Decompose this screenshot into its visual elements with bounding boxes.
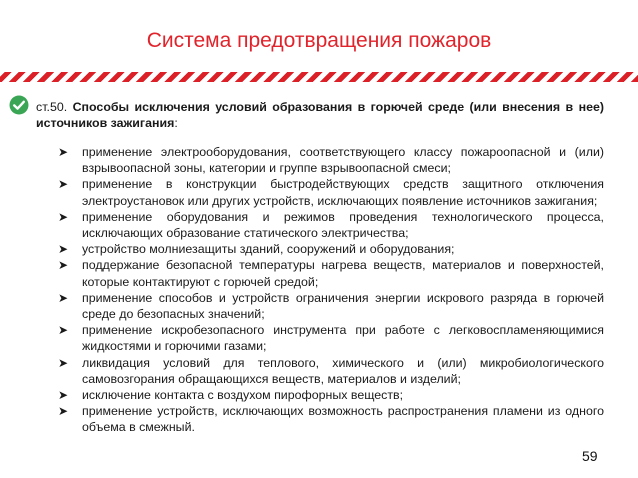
list-item: ➤ ликвидация условий для теплового, химического и (или) микробиологического самовозгорания обращающихся веществ, материалов и изделий; xyxy=(58,355,604,386)
slide-title: Система предотвращения пожаров xyxy=(146,29,492,52)
arrow-bullet-icon: ➤ xyxy=(58,388,69,403)
list-item: ➤ применение электрооборудования, соответствующего классу пожароопасной и (или) взрывоопасной зоны, категории и группе взрывоопасной смеси; xyxy=(58,145,604,176)
arrow-bullet-icon: ➤ xyxy=(58,404,69,419)
list-item: ➤ применение оборудования и режимов проведения технологического процесса, исключающих образование статического электричества; xyxy=(58,209,604,241)
article-number: ст.50. xyxy=(36,100,68,114)
arrow-bullet-icon: ➤ xyxy=(58,242,69,257)
list-item: ➤ устройство молниезащиты зданий, сооружений и оборудования; xyxy=(58,242,455,257)
list-item: ➤ применение искробезопасного инструмента при работе с легковоспламеняющимися жидкостями и горючими газами; xyxy=(58,323,604,354)
list-item: ➤ применение в конструкции быстродействующих средств защитного отключения электроустановок или других устройств, исключающих появление источников зажигания; xyxy=(58,177,604,208)
striped-divider xyxy=(0,72,638,82)
article-heading: Способы исключения условий образования в горючей среде (или внесения в нее) источников зажигания xyxy=(36,100,604,130)
arrow-bullet-icon: ➤ xyxy=(58,355,69,370)
arrow-bullet-icon: ➤ xyxy=(58,258,69,273)
arrow-bullet-icon: ➤ xyxy=(58,209,69,224)
article-colon: : xyxy=(174,116,178,130)
arrow-bullet-icon: ➤ xyxy=(58,145,69,159)
list-item: ➤ применение способов и устройств ограничения энергии искрового разряда в горючей среде до безопасных значений; xyxy=(58,290,604,322)
arrow-bullet-icon: ➤ xyxy=(58,177,69,192)
list-item: ➤ исключение контакта с воздухом пирофорных веществ; xyxy=(58,388,404,403)
check-circle-icon xyxy=(9,95,29,115)
list-item: ➤ применение устройств, исключающих возможность распространения пламени из одного объема в смежный. xyxy=(58,404,604,435)
page-number: 59 xyxy=(582,448,598,464)
list-item: ➤ поддержание безопасной температуры нагрева веществ, материалов и поверхностей, которые контактируют с горючей средой; xyxy=(58,258,604,289)
article-intro xyxy=(36,99,604,131)
methods-list xyxy=(58,144,604,436)
arrow-bullet-icon: ➤ xyxy=(58,290,69,305)
arrow-bullet-icon: ➤ xyxy=(58,323,69,338)
